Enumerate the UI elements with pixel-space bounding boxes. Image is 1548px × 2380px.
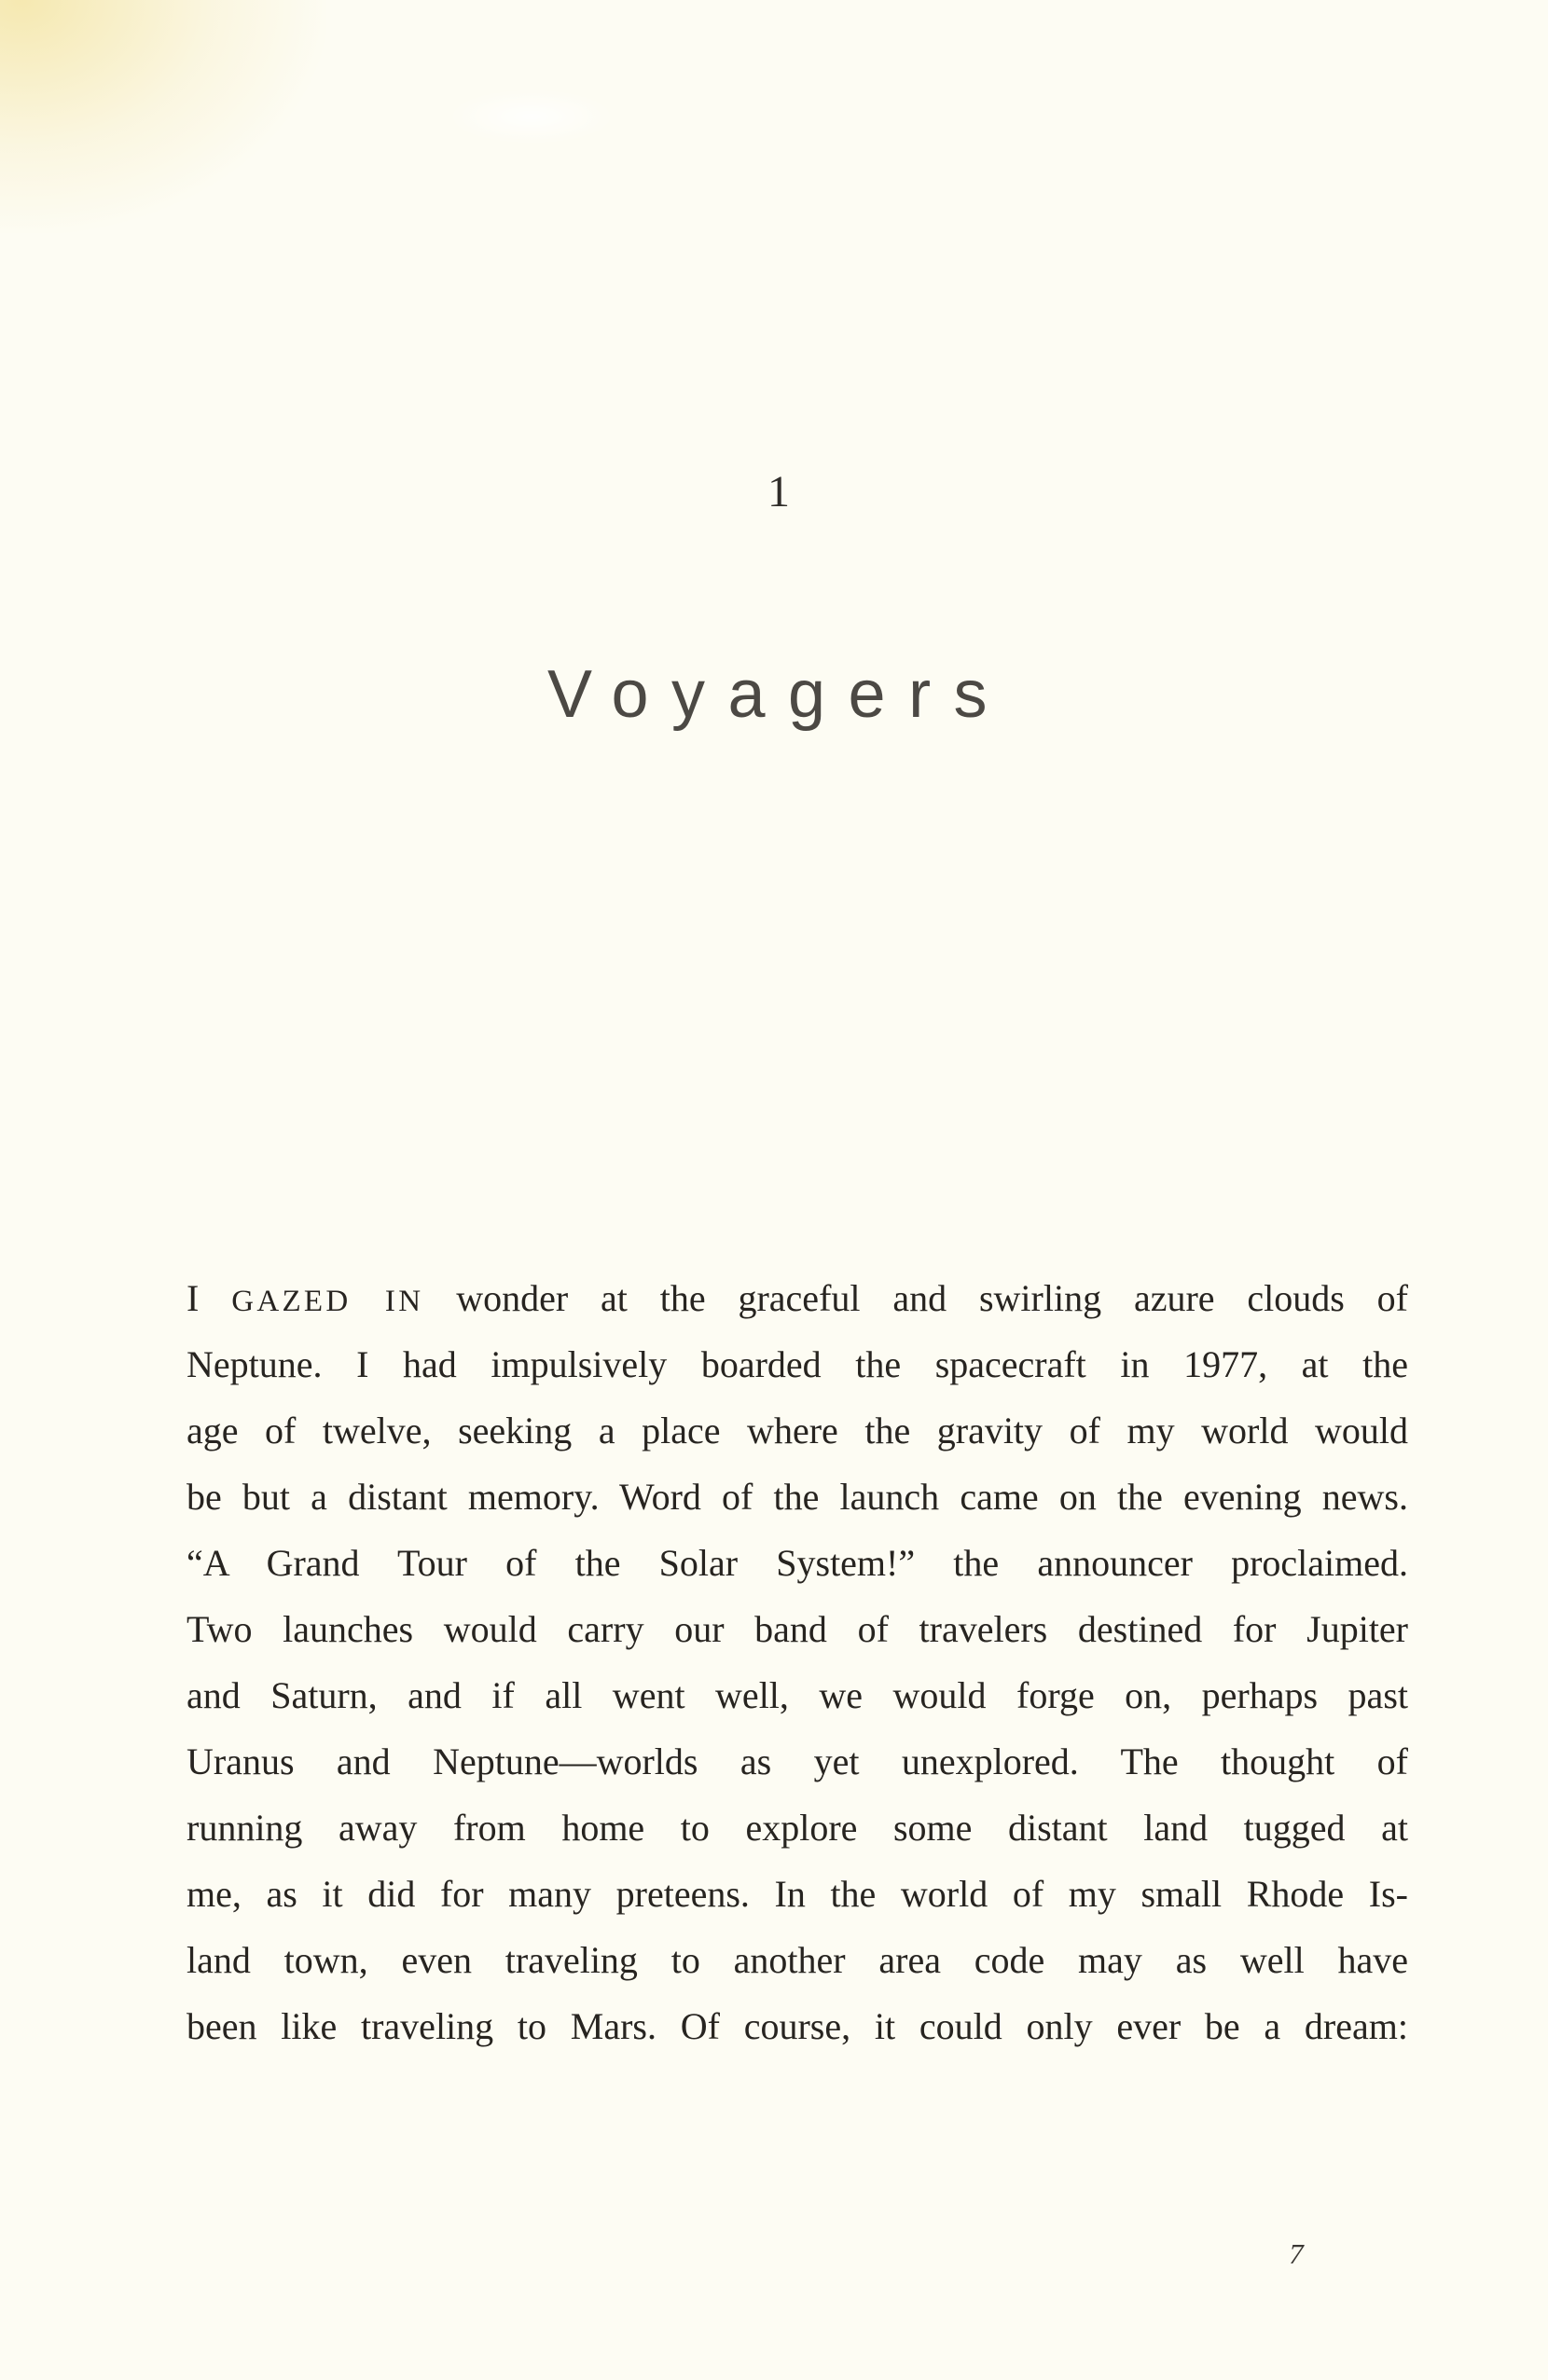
text-line: been like traveling to Mars. Of course, it could only ever be a dream: (187, 2005, 1408, 2047)
chapter-number: 1 (767, 467, 790, 516)
page-number: 7 (1289, 2237, 1304, 2270)
opening-smallcaps: GAZED IN (231, 1285, 424, 1318)
text-line: “A Grand Tour of the Solar System!” the announcer proclaimed. (187, 1542, 1408, 1584)
chapter-title: Voyagers (546, 657, 1011, 732)
opening-rest: wonder at the graceful and swirling azure clouds of (423, 1277, 1409, 1319)
scan-artifact-smudge (448, 89, 615, 144)
text-line: be but a distant memory. Word of the launch came on the evening news. (187, 1476, 1408, 1518)
text-line: me, as it did for many preteens. In the world of my small Rhode Is- (187, 1873, 1408, 1915)
text-line: Uranus and Neptune—worlds as yet unexplored. The thought of (187, 1740, 1408, 1782)
text-line: running away from home to explore some distant land tugged at (187, 1807, 1408, 1849)
body-text (187, 1265, 1408, 2059)
text-line: Neptune. I had impulsively boarded the spacecraft in 1977, at the (187, 1343, 1408, 1385)
text-line (187, 1265, 1408, 1331)
text-line: and Saturn, and if all went well, we would forge on, perhaps past (187, 1674, 1408, 1716)
text-line: land town, even traveling to another area code may as well have (187, 1939, 1408, 1981)
scan-artifact-corner (0, 0, 326, 233)
opening-word: I (187, 1277, 232, 1319)
text-line: Two launches would carry our band of travelers destined for Jupiter (187, 1608, 1408, 1650)
text-line: age of twelve, seeking a place where the gravity of my world would (187, 1410, 1408, 1451)
